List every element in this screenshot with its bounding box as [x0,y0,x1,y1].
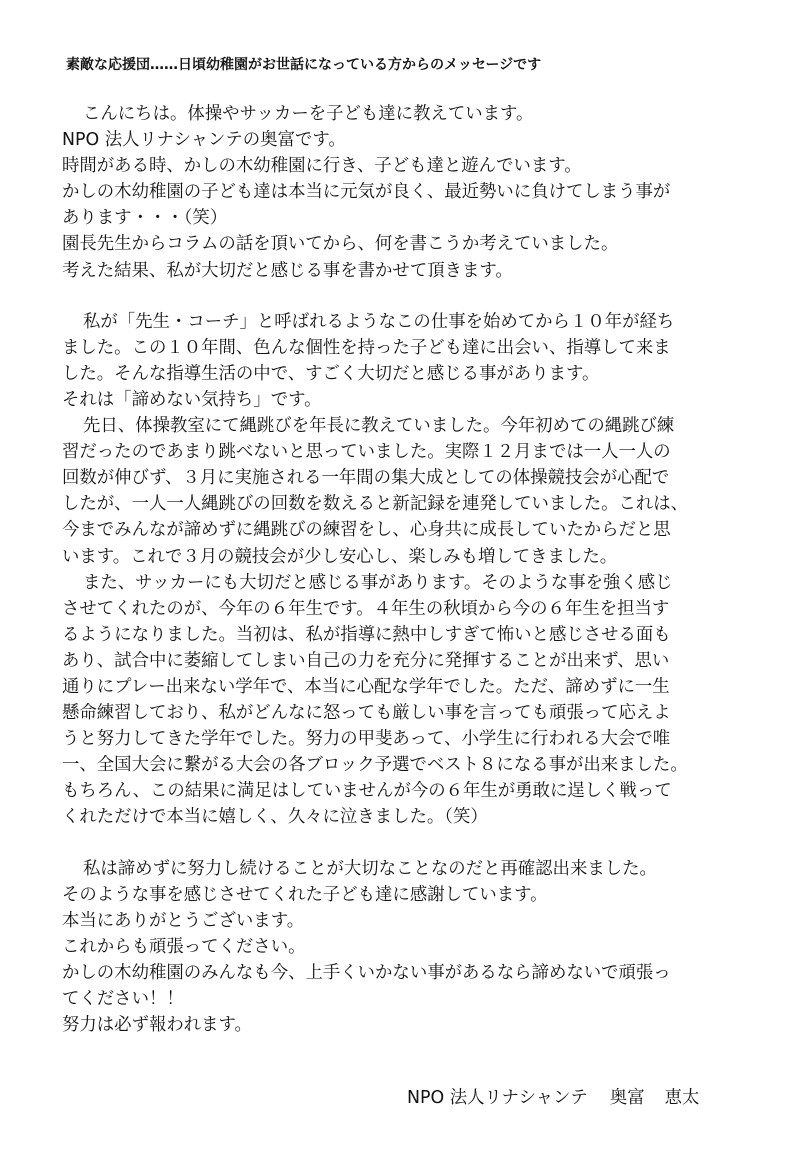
paragraph-gap [62,284,777,309]
text-line: させてくれたのが、今年の６年生です。４年生の秋頃から今の６年生を担当す [62,598,670,619]
text-line: かしの木幼稚園の子ども達は本当に元気が良く、最近勢いに負けてしまう事が [62,182,671,203]
text-line: 園長先生からコラムの話を頂いてから、何を書こうか考えていました。 [62,234,619,255]
text-line: くれただけで本当に嬉しく、久々に泣きました。（笑） [62,807,488,828]
text-line: 時間がある時、かしの木幼稚園に行き、子ども達と遊んでいます。 [62,156,582,177]
paragraph-closing [62,856,777,1039]
text-line: 私は諦めずに努力し続けることが大切なことなのだと再確認出来ました。 [83,858,657,879]
text-line: るようになりました。当初は、私が指導に熱中しすぎて怖いと感じさせる面も [62,624,671,645]
signature-given-name: 恵太 [664,1088,700,1108]
text-line: したが、一人一人縄跳びの回数を数えると新記録を連発していました。これは、 [62,494,689,515]
paragraph-story [62,309,777,831]
text-line: NPO 法人リナシャンテの奥富です。 [62,130,346,151]
text-line: 懸命練習しており、私がどんなに怒っても厳しい事を言っても頑張って応えよ [62,703,671,724]
text-line: ました。この１０年間、色んな個性を持った子ども達に出会い、指導して来ま [62,337,671,358]
text-line: います。これで３月の競技会が少し安心し、楽しみも増してきました。 [62,546,618,567]
text-line: 回数が伸びず、３月に実施される一年間の集大成としての体操競技会が心配で [62,468,670,489]
text-line: そのような事を感じさせてくれた子ども達に感謝しています。 [62,884,548,905]
text-line: 本当にありがとうございます。 [62,910,305,931]
text-line: 努力は必ず報われます。 [62,1015,252,1036]
text-line: かしの木幼稚園のみんなも今、上手くいかない事があるなら諦めないで頑張っ [62,962,671,983]
text-line: 通りにプレー出来ない学年で、本当に心配な学年でした。ただ、諦めずに一生 [62,676,670,697]
text-line: 習だったのであまり跳べないと思っていました。実際１２月までは一人一人の [62,442,671,463]
signature [407,1085,767,1111]
text-line: 私が「先生・コーチ」と呼ばれるようなこの仕事を始めてから１０年が経ち [83,311,675,332]
text-line: こんにちは。体操やサッカーを子ども達に教えています。 [83,104,534,124]
text-line: うと努力してきた学年でした。努力の甲斐あって、小学生に行われる大会で唯 [62,729,671,750]
text-line: これからも頑張ってください。 [62,936,306,957]
signature-family-name: 奥富 [609,1088,645,1108]
paragraph-gap [62,831,777,856]
signature-organization: NPO 法人リナシャンテ [407,1088,588,1108]
message-body [62,101,777,1038]
paragraph-greeting [62,101,777,284]
text-line: また、サッカーにも大切だと感じる事があります。そのような事を強く感じ [83,572,673,593]
text-line: てください！！ [62,989,184,1009]
text-line: した。そんな指導生活の中で、すごく大切だと感じる事があります。 [62,363,600,384]
page-title: 素敵な応援団……日頃幼稚園がお世話になっている方からのメッセージです [66,57,542,73]
text-line: あります・・・（笑） [62,208,228,229]
text-line: 今までみんなが諦めずに縄跳びの練習をし、心身共に成長していたからだと思 [62,520,671,541]
text-line: あり、試合中に萎縮してしまい自己の力を充分に発揮することが出来ず、思い [62,650,670,671]
text-line: もちろん、この結果に満足はしていませんが今の６年生が勇敢に逞しく戦って [62,781,672,802]
text-line: 一、全国大会に繋がる大会の各ブロック予選でベスト８になる事が出来ました。 [62,755,688,776]
text-line: 考えた結果、私が大切だと感じる事を書かせて頂きます。 [62,260,513,281]
text-line: それは「諦めない気持ち」です。 [62,389,322,410]
text-line: 先日、体操教室にて縄跳びを年長に教えていました。今年初めての縄跳び練 [83,416,675,437]
